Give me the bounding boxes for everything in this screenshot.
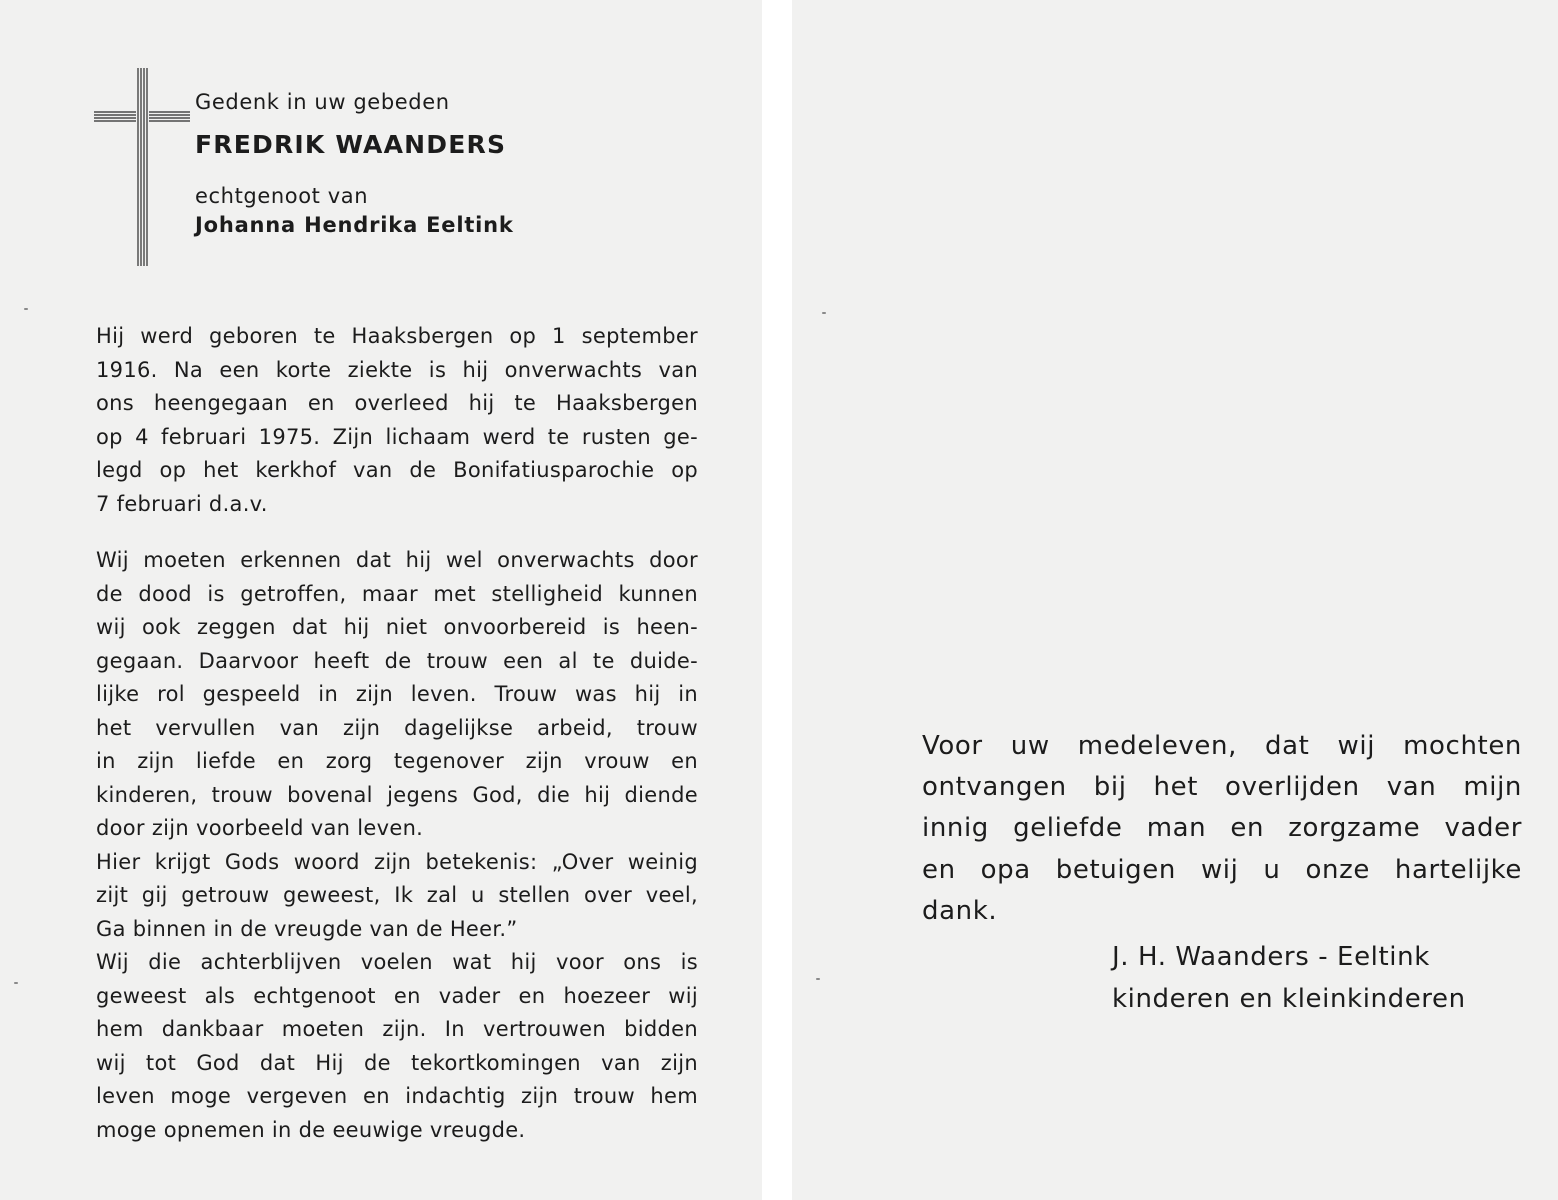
paper-speck bbox=[24, 308, 28, 310]
memorial-card-left-panel bbox=[0, 0, 762, 1200]
text-line: ontvangen bij het overlijden van mijn bbox=[922, 772, 1522, 803]
text-line: wij tot God dat Hij de tekortkomingen van zijn bbox=[96, 1050, 698, 1075]
text-line: 1916. Na een korte ziekte is hij onverwachts van bbox=[96, 357, 698, 382]
text-line: Hier krijgt Gods woord zijn betekenis: „Over weinig bbox=[96, 849, 698, 874]
text-line: ons heengegaan en overleed hij te Haaksbergen bbox=[96, 391, 698, 415]
deceased-name: FREDRIK WAANDERS bbox=[195, 130, 507, 159]
signature-family: kinderen en kleinkinderen bbox=[1112, 984, 1466, 1014]
thank-you-message bbox=[922, 726, 1522, 932]
signature-widow: J. H. Waanders - Eeltink bbox=[1112, 942, 1430, 972]
paper-speck bbox=[822, 312, 826, 314]
text-line: Wij moeten erkennen dat hij wel onverwachts door bbox=[96, 548, 698, 572]
text-line: geweest als echtgenoot en vader en hoezeer wij bbox=[96, 983, 698, 1008]
text-line: hem dankbaar moeten zijn. In vertrouwen bidden bbox=[96, 1017, 698, 1041]
tribute-paragraph bbox=[96, 544, 698, 1147]
text-line: 7 februari d.a.v. bbox=[96, 491, 268, 516]
text-line: dank. bbox=[922, 895, 998, 926]
text-line: leven moge vergeven en indachtig zijn trouw hem bbox=[96, 1084, 698, 1108]
memorial-card-right-panel bbox=[792, 0, 1558, 1200]
text-line: en opa betuigen wij u onze hartelijke bbox=[922, 854, 1522, 885]
spouse-name: Johanna Hendrika Eeltink bbox=[195, 213, 514, 237]
cross-icon bbox=[94, 68, 190, 266]
text-line: op 4 februari 1975. Zijn lichaam werd te rusten ge- bbox=[96, 424, 698, 449]
paper-speck bbox=[14, 982, 18, 984]
biography-paragraph bbox=[96, 320, 698, 521]
text-line: door zijn voorbeeld van leven. bbox=[96, 816, 424, 840]
prayer-intro: Gedenk in uw gebeden bbox=[195, 90, 450, 114]
text-line: legd op het kerkhof van de Bonifatiusparochie op bbox=[96, 458, 698, 482]
text-line: Ga binnen in de vreugde van de Heer.” bbox=[96, 916, 518, 941]
text-line: moge opnemen in de eeuwige vreugde. bbox=[96, 1117, 526, 1142]
text-line: gegaan. Daarvoor heeft de trouw een al te duide- bbox=[96, 648, 698, 673]
text-line: wij ook zeggen dat hij niet onvoorbereid is heen- bbox=[96, 615, 698, 639]
text-line: Hij werd geboren te Haaksbergen op 1 september bbox=[96, 324, 698, 348]
text-line: innig geliefde man en zorgzame vader bbox=[922, 813, 1522, 844]
text-line: in zijn liefde en zorg tegenover zijn vrouw en bbox=[96, 749, 698, 773]
text-line: Voor uw medeleven, dat wij mochten bbox=[922, 731, 1522, 761]
text-line: Wij die achterblijven voelen wat hij voor ons is bbox=[96, 950, 698, 974]
text-line: het vervullen van zijn dagelijkse arbeid, trouw bbox=[96, 715, 698, 740]
relation-label: echtgenoot van bbox=[195, 184, 369, 208]
text-line: lijke rol gespeeld in zijn leven. Trouw was hij in bbox=[96, 682, 698, 706]
text-line: de dood is getroffen, maar met stelligheid kunnen bbox=[96, 581, 698, 606]
paper-speck bbox=[816, 978, 820, 980]
text-line: kinderen, trouw bovenal jegens God, die hij diende bbox=[96, 782, 698, 807]
text-line: zijt gij getrouw geweest, Ik zal u stellen over veel, bbox=[96, 883, 698, 907]
